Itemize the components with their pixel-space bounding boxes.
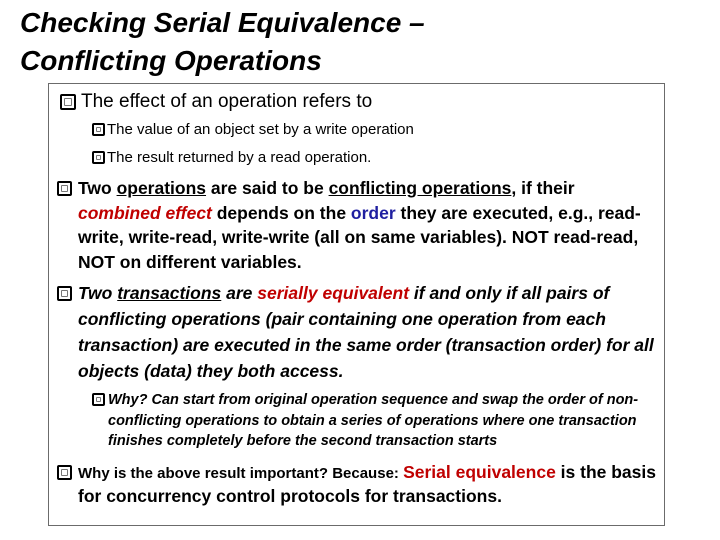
sub-bullet-why (92, 390, 662, 452)
highlight-serial-equivalence: Serial equivalence (403, 462, 556, 482)
bullet-why-important (57, 461, 665, 509)
text-run: are said to be (206, 178, 329, 198)
text-run: Two (78, 283, 118, 303)
text-run: if and only if all pairs of conflicting operations (pair containing one operation from each transaction) are executed in the same order (transaction order) for all objects (data) they both access. (78, 283, 654, 381)
text-run: , if their (511, 178, 575, 198)
bullet-serial-equivalence (57, 280, 665, 384)
text-run: they are executed, e.g., read-write, write-read, write-write (all on same variables). NOT read-read, NOT on different variables. (78, 202, 641, 272)
bullet-conflicting-operations (57, 176, 665, 274)
checkbox-bullet-icon (57, 465, 72, 480)
checkbox-bullet-icon (57, 181, 72, 196)
bullet-text (78, 176, 665, 274)
title-line-1: Checking Serial Equivalence – (20, 7, 425, 38)
sub-bullet-write-value (92, 120, 652, 139)
text-run: are (221, 283, 258, 303)
underlined-term-conflicting-operations: conflicting operations (328, 178, 512, 198)
highlight-order: order (350, 202, 396, 223)
bullet-text: The effect of an operation refers to (81, 91, 373, 112)
checkbox-bullet-icon (92, 151, 105, 164)
checkbox-bullet-icon (60, 94, 76, 110)
title-line-2: Conflicting Operations (20, 45, 322, 76)
checkbox-bullet-icon (57, 286, 72, 301)
highlight-combined-effect: combined effect (78, 202, 212, 223)
underlined-term-operations: operations (116, 178, 207, 198)
bullet-text (78, 280, 665, 384)
underlined-term-transactions: transactions (117, 283, 222, 303)
bullet-effect-of-operation (60, 90, 660, 114)
text-run: Why is the above result important? Because: (78, 465, 404, 482)
bullet-text (78, 461, 665, 509)
sub-bullet-text: The result returned by a read operation. (107, 149, 372, 166)
slide-title (20, 4, 710, 80)
sub-bullet-text: The value of an object set by a write operation (107, 121, 414, 138)
checkbox-bullet-icon (92, 123, 105, 136)
checkbox-bullet-icon (92, 393, 105, 406)
text-run: depends on the (211, 202, 351, 223)
sub-bullet-text: Why? Can start from original operation sequence and swap the order of non-conflicting operations to obtain a series of operations where one transaction finishes completely before the second transaction starts (108, 392, 639, 449)
sub-bullet-read-result (92, 148, 652, 167)
highlight-serially-equivalent: serially equivalent (257, 283, 410, 303)
text-run: Two (78, 178, 117, 198)
text-run: is the basis for concurrency control protocols for transactions. (78, 462, 656, 506)
